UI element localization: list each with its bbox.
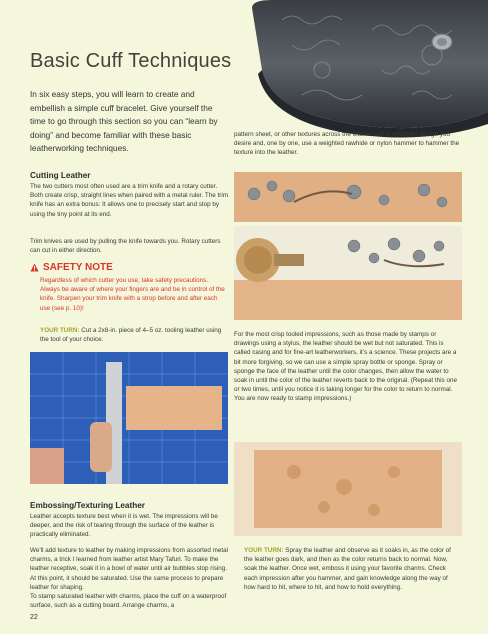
cutting-mat-photo: [30, 352, 228, 484]
cutting-paragraph-2: Trim knives are used by pulling the knife towards you. Rotary cutters can cut in either direction.: [30, 238, 221, 255]
safety-heading-row: [30, 262, 113, 273]
embossing-paragraph-3: To stamp saturated leather with charms, place the cuff on a waterproof surface, such as a cutting board. Arrange charms, a: [30, 593, 227, 610]
your-turn-1-text: Cut a 2x8-in. piece of 4–5 oz. tooling leather using the tool of your choice.: [40, 327, 222, 344]
your-turn-1-label: YOUR TURN:: [40, 327, 80, 334]
page-number: 22: [30, 614, 38, 621]
embossing-heading: Embossing/Texturing Leather: [30, 501, 145, 510]
safety-heading: SAFETY NOTE: [43, 262, 113, 273]
warning-icon: [30, 263, 39, 272]
your-turn-1: [40, 326, 226, 344]
your-turn-2: [244, 546, 460, 592]
intro-paragraph: In six easy steps, you will learn to create and embellish a simple cuff bracelet. Give yourself the time to go through this section so you can “learn by doing” and become familiar with these basic leatherworking techniques.: [30, 89, 218, 154]
casing-paragraph: For the most crisp tooled impressions, such as those made by stamps or drawings using a stylus, the leather should be wet but not saturated. This is called casing and for fine-art leatherworkers, it’s a science. These projects are a bit more forgiving, so we can use a simple spray bottle or sponge. Spray or sponge the face of the leather until the color changes, then allow the water to soak in until the color of the leather reverts back to the original. (Repeat this one or two times, until you notice it is taking longer for the color to return to normal. You are now ready to stamp impressions.): [234, 331, 457, 403]
embossing-paragraph-1: Leather accepts texture best when it is wet. The impressions will be deeper, and the risk of tearing through the surface of the leather is practically eliminated.: [30, 513, 218, 539]
charms-on-leather-photo: [234, 172, 462, 222]
embossing-paragraph-2: We’ll add texture to leather by making impressions from assorted metal charms, a trick I learned from leather artist Mary Tafuri. To make the leather receptive, soak it in a bowl of water until air bubbles stop rising. At this point, it should be saturated. Use the same process to prepare leather for shaping.: [30, 547, 228, 591]
hammer-and-charms-photo: [234, 226, 462, 320]
top-right-text: pattern sheet, or other textures across the leather cuff in whatever design you desire and, one by one, use a weighted rawhide or nylon hammer to hammer the texture into the leather.: [234, 131, 460, 157]
page-title: Basic Cuff Techniques: [30, 50, 232, 72]
cutting-heading: Cutting Leather: [30, 171, 91, 180]
your-turn-2-text: Spray the leather and observe as it soaks in, as the color of the leather goes dark, and then as the color returns back to normal. Now, soak the leather. Once wet, emboss it using your favorite charms. Check each impression after you hammer, and gain knowledge along the way of how hard to hit, where to hit, and how to hold everything.: [244, 547, 451, 591]
your-turn-2-label: YOUR TURN:: [244, 547, 284, 554]
cuff-photo: [232, 0, 488, 140]
embossed-leather-photo: [234, 442, 462, 536]
safety-body: Regardless of which cutter you use, take safety precautions. Always be aware of where your fingers are and be in control of the knife. Sharpen your trim knife with a strop before and after each use (see p. 10)!: [40, 277, 225, 312]
cutting-paragraph-1: The two cutters most often used are a trim knife and a rotary cutter. Both create crisp, straight lines when paired with a metal ruler. The trim knife has an extra bonus: It allows one to precisely start and stop by using the tiny point at its end.: [30, 183, 228, 218]
